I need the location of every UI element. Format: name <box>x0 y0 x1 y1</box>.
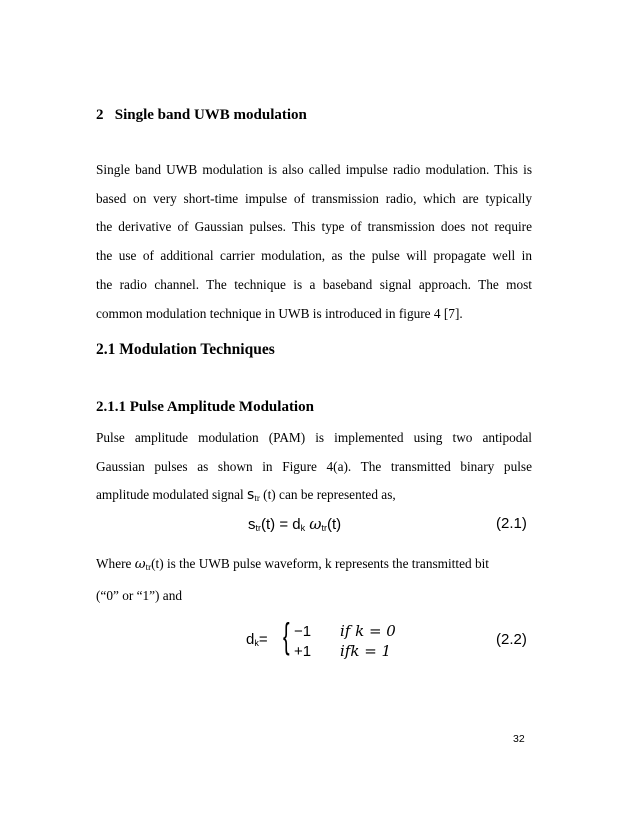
intro-line: Single band UWB modulation is also called impulse radio modulation. This is <box>96 162 532 177</box>
intro-line: the derivative of Gaussian pulses. This type of transmission does not require <box>96 219 532 235</box>
where-text: (t) is the UWB pulse waveform, k represents the transmitted bit <box>151 556 489 571</box>
eq2-case-value: −1 <box>294 623 312 640</box>
eq1-lhs-symbol: s <box>248 516 256 533</box>
left-brace: { <box>283 615 290 656</box>
eq2-equals: = <box>258 631 268 648</box>
eq2-case-condition: if k = 0 <box>340 622 396 640</box>
signal-symbol: s <box>247 487 255 504</box>
where-line <box>96 550 532 582</box>
pam-paragraph <box>96 424 532 513</box>
equation-number-2-2: (2.2) <box>496 631 527 648</box>
eq1-omega-subscript: tr <box>321 523 328 533</box>
intro-line: the radio channel. The technique is a baseband signal approach. The most <box>96 276 532 292</box>
section-heading: 2 Single band UWB modulation <box>96 107 307 123</box>
eq2-case-row <box>294 622 396 640</box>
eq1-rhs: (t) <box>327 516 342 533</box>
eq2-case-row <box>294 642 391 660</box>
where-paragraph <box>96 550 532 610</box>
intro-line: common modulation technique in UWB is introduced in figure 4 [7]. <box>96 305 463 321</box>
eq2-lhs <box>246 631 268 648</box>
subsubsection-heading: 2.1.1 Pulse Amplitude Modulation <box>96 399 314 415</box>
pam-text: (t) can be represented as, <box>259 487 396 503</box>
page-number: 32 <box>513 733 525 745</box>
pam-line: Gaussian pulses as shown in Figure 4(a). The transmitted binary pulse <box>96 458 532 474</box>
intro-paragraph <box>96 156 532 328</box>
eq1-omega: ω <box>309 515 322 533</box>
eq1-lhs-subscript: tr <box>255 523 261 533</box>
where-omega: ω <box>134 557 146 572</box>
pam-text: amplitude modulated signal <box>96 487 248 503</box>
equation-2-1 <box>248 515 341 533</box>
equation-number-2-1: (2.1) <box>496 515 527 532</box>
intro-line: based on very short-time impulse of transmission radio, which are typically <box>96 190 532 206</box>
eq1-d-subscript: k <box>300 523 306 533</box>
pam-line-signal <box>96 481 532 513</box>
eq1-middle: (t) = d <box>261 516 301 533</box>
pam-line: Pulse amplitude modulation (PAM) is implemented using two antipodal <box>96 430 532 445</box>
eq2-lhs-subscript: k <box>254 638 259 648</box>
signal-subscript: tr <box>254 493 260 504</box>
eq2-case-condition: ifk = 1 <box>340 642 392 660</box>
where-text: Where <box>96 556 135 571</box>
eq2-lhs-symbol: d <box>246 631 255 648</box>
intro-line: the use of additional carrier modulation, as the pulse will propagate well in <box>96 248 532 264</box>
where-line: (“0” or “1”) and <box>96 587 183 603</box>
where-omega-subscript: tr <box>145 562 152 572</box>
eq2-case-value: +1 <box>294 643 312 660</box>
subsection-heading: 2.1 Modulation Techniques <box>96 341 275 358</box>
